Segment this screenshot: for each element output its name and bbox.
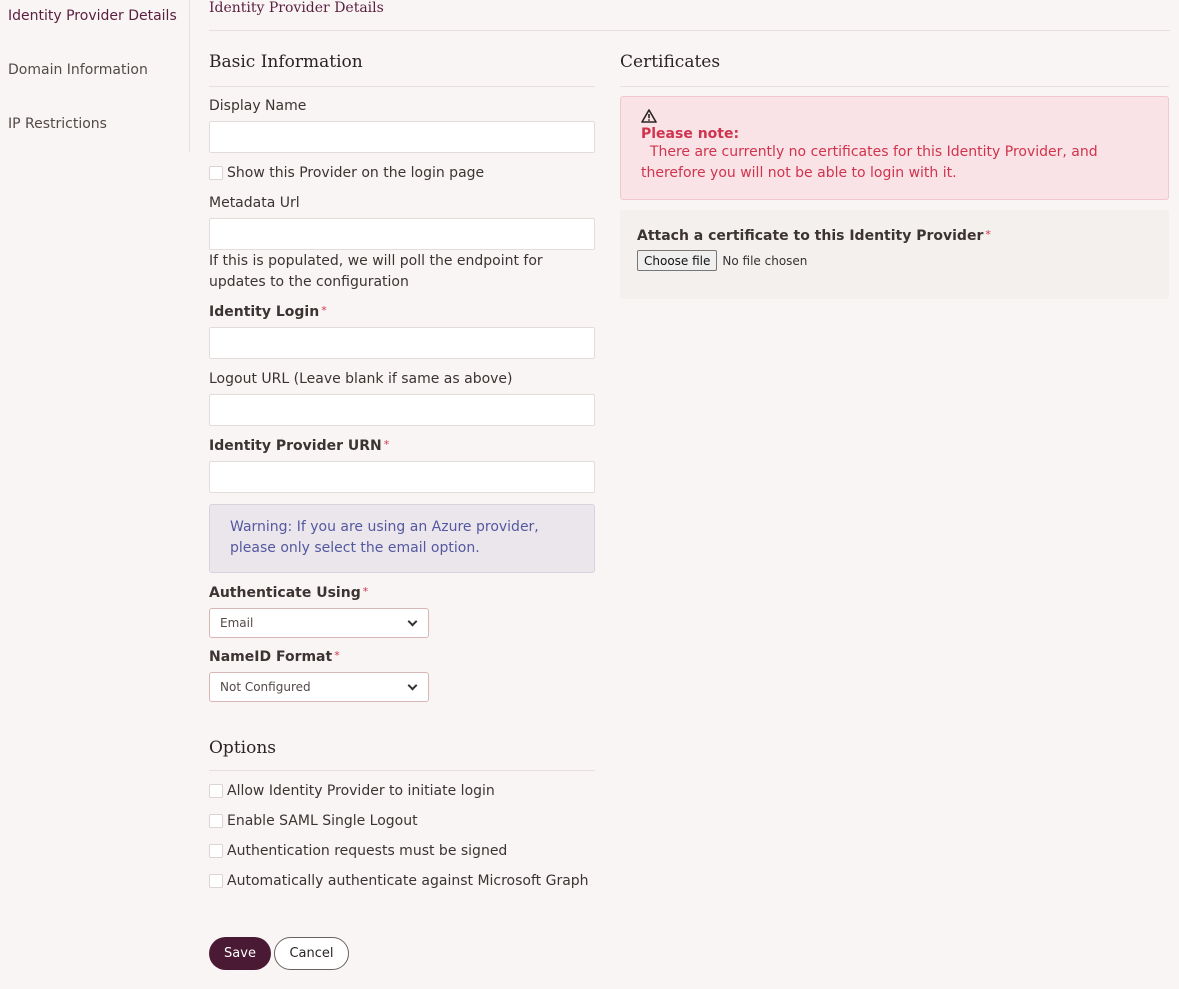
authenticate-using-select[interactable] bbox=[209, 608, 429, 638]
divider bbox=[209, 30, 1170, 31]
nameid-format-value: Not Configured bbox=[220, 680, 311, 694]
authenticate-using-value: Email bbox=[220, 616, 254, 630]
option-label: Allow Identity Provider to initiate login bbox=[227, 783, 495, 799]
option-label: Authentication requests must be signed bbox=[227, 843, 508, 859]
basic-information-heading: Basic Information bbox=[209, 52, 363, 72]
provider-urn-label-text: Identity Provider URN bbox=[209, 438, 382, 454]
alert-title: Please note: bbox=[641, 126, 740, 142]
nameid-format-label bbox=[209, 649, 340, 665]
divider bbox=[620, 86, 1169, 87]
chevron-down-icon bbox=[408, 616, 418, 626]
attach-certificate-label bbox=[637, 228, 1152, 244]
metadata-url-label: Metadata Url bbox=[209, 195, 300, 211]
attach-certificate-box bbox=[620, 210, 1169, 299]
metadata-url-help: If this is populated, we will poll the endpoint for updates to the configuration bbox=[209, 253, 543, 290]
enable-saml-single-logout-checkbox[interactable] bbox=[209, 814, 223, 828]
show-provider-label: Show this Provider on the login page bbox=[227, 165, 485, 181]
identity-login-label-text: Identity Login bbox=[209, 304, 320, 320]
choose-file-button[interactable]: Choose file bbox=[637, 250, 717, 271]
option-row[interactable] bbox=[209, 783, 495, 799]
option-row[interactable] bbox=[209, 813, 418, 829]
required-marker: * bbox=[362, 585, 369, 598]
signed-requests-checkbox[interactable] bbox=[209, 844, 223, 858]
chevron-down-icon bbox=[408, 680, 418, 690]
option-row[interactable] bbox=[209, 873, 589, 889]
option-label: Automatically authenticate against Microsoft Graph bbox=[227, 873, 589, 889]
display-name-input[interactable] bbox=[209, 121, 595, 153]
no-certificates-alert bbox=[620, 96, 1169, 200]
required-marker: * bbox=[321, 304, 327, 317]
provider-urn-label bbox=[209, 438, 389, 454]
certificates-heading: Certificates bbox=[620, 52, 721, 72]
nameid-format-select[interactable] bbox=[209, 672, 429, 702]
authenticate-using-label-text: Authenticate Using bbox=[209, 585, 361, 601]
logout-url-input[interactable] bbox=[209, 394, 595, 426]
sidebar bbox=[0, 0, 190, 152]
warning-triangle-icon bbox=[641, 109, 657, 123]
authenticate-using-label bbox=[209, 585, 368, 601]
divider bbox=[209, 86, 595, 87]
cancel-button[interactable]: Cancel bbox=[274, 937, 349, 970]
identity-login-input[interactable] bbox=[209, 327, 595, 359]
display-name-label: Display Name bbox=[209, 98, 307, 114]
metadata-url-input[interactable] bbox=[209, 218, 595, 250]
allow-idp-initiated-login-checkbox[interactable] bbox=[209, 784, 223, 798]
identity-login-label bbox=[209, 304, 327, 320]
required-marker: * bbox=[383, 438, 390, 451]
required-marker: * bbox=[985, 228, 991, 241]
microsoft-graph-checkbox[interactable] bbox=[209, 874, 223, 888]
options-heading: Options bbox=[209, 738, 276, 758]
nameid-format-label-text: NameID Format bbox=[209, 649, 333, 665]
attach-certificate-label-text: Attach a certificate to this Identity Provider bbox=[637, 228, 984, 244]
sidebar-item-ip-restrictions[interactable]: IP Restrictions bbox=[8, 116, 107, 132]
file-input[interactable] bbox=[637, 250, 1152, 271]
option-label: Enable SAML Single Logout bbox=[227, 813, 418, 829]
divider bbox=[209, 770, 595, 771]
azure-warning-box: Warning: If you are using an Azure provider, please only select the email option. bbox=[209, 504, 595, 573]
required-marker: * bbox=[334, 649, 340, 662]
file-status: No file chosen bbox=[722, 253, 808, 268]
page-title: Identity Provider Details bbox=[209, 0, 384, 16]
option-row[interactable] bbox=[209, 843, 507, 859]
show-provider-checkbox-row[interactable] bbox=[209, 165, 484, 181]
sidebar-item-identity-provider-details[interactable]: Identity Provider Details bbox=[8, 8, 177, 24]
provider-urn-input[interactable] bbox=[209, 461, 595, 493]
alert-body: There are currently no certificates for this Identity Provider, and therefore you will not be able to login with it. bbox=[641, 144, 1103, 181]
save-button[interactable]: Save bbox=[209, 937, 271, 970]
logout-url-label: Logout URL (Leave blank if same as above) bbox=[209, 371, 513, 387]
show-provider-checkbox[interactable] bbox=[209, 166, 223, 180]
sidebar-item-domain-information[interactable]: Domain Information bbox=[8, 62, 148, 78]
